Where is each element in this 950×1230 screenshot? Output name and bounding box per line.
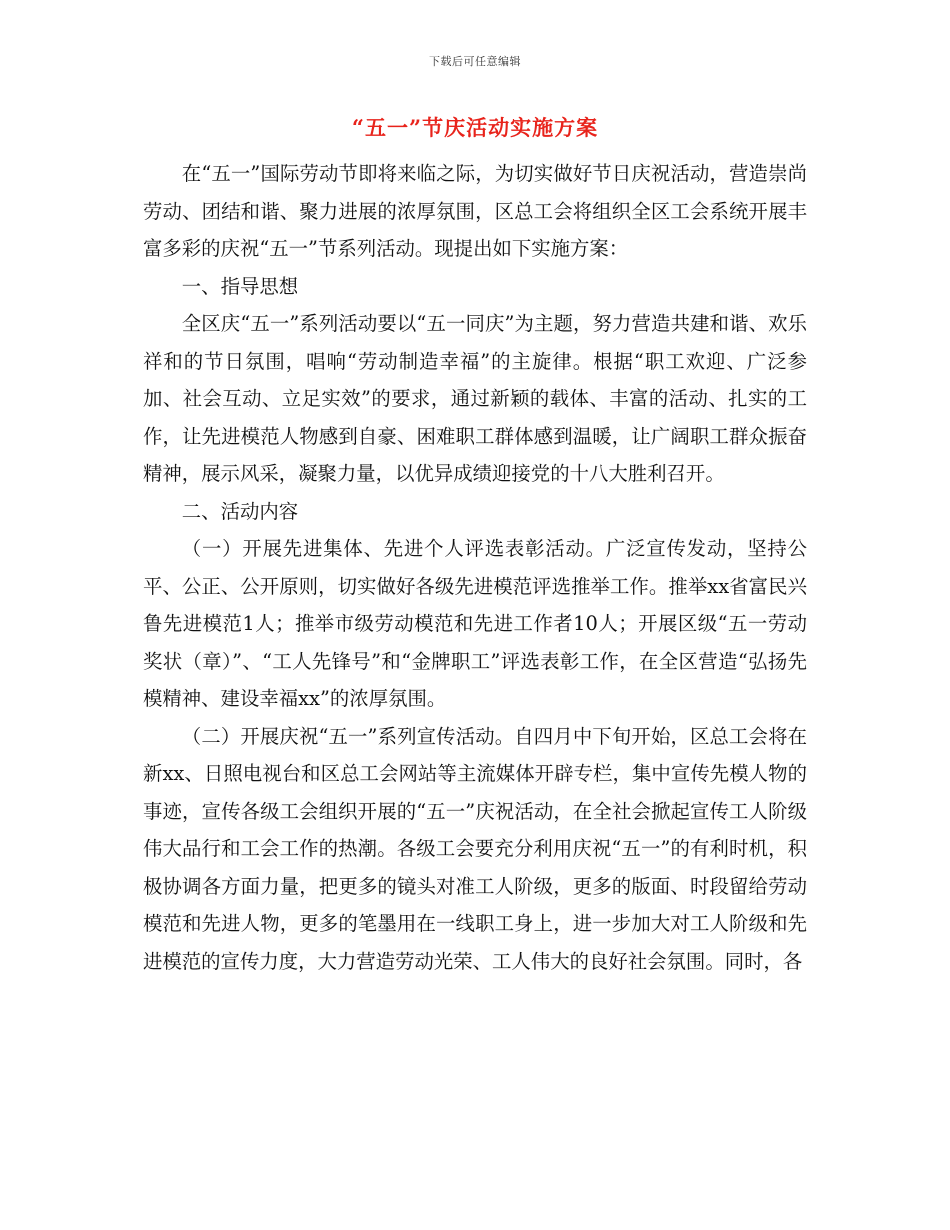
- page-header-note: 下载后可任意编辑: [429, 55, 521, 68]
- section-heading-guiding-ideology: 一、指导思想: [181, 274, 299, 298]
- activity-item-1-paragraph: （一）开展先进集体、先进个人评选表彰活动。广泛宣传发动，坚持公平、公正、公开原则，切实做好各级先进模范评选推举工作。推举xx省富民兴鲁先进模范1人；推举市级劳动模范和先进工作者10人；开展区级“五一劳动奖状（章）”、“工人先锋号”和“金牌职工”评选表彰工作，在全区营造“弘扬先模精神、建设幸福xx”的浓厚氛围。: [143, 537, 807, 710]
- section-heading-activity-content: 二、活动内容: [181, 499, 299, 523]
- document-body: [143, 155, 807, 980]
- intro-paragraph: 在“五一”国际劳动节即将来临之际，为切实做好节日庆祝活动，营造崇尚劳动、团结和谐、聚力进展的浓厚氛围，区总工会将组织全区工会系统开展丰富多彩的庆祝“五一”节系列活动。现提出如下实施方案：: [143, 162, 807, 260]
- document-title: “五一”节庆活动实施方案: [351, 115, 599, 140]
- guiding-ideology-paragraph: 全区庆“五一”系列活动要以“五一同庆”为主题，努力营造共建和谐、欢乐祥和的节日氛围，唱响“劳动制造幸福”的主旋律。根据“职工欢迎、广泛参加、社会互动、立足实效”的要求，通过新颖的载体、丰富的活动、扎实的工作，让先进模范人物感到自豪、困难职工群体感到温暖，让广阔职工群众振奋精神，展示风采，凝聚力量，以优异成绩迎接党的十八大胜利召开。: [143, 312, 807, 485]
- activity-item-2-paragraph: （二）开展庆祝“五一”系列宣传活动。自四月中下旬开始，区总工会将在新xx、日照电视台和区总工会网站等主流媒体开辟专栏，集中宣传先模人物的事迹，宣传各级工会组织开展的“五一”庆祝活动，在全社会掀起宣传工人阶级伟大品行和工会工作的热潮。各级工会要充分利用庆祝“五一”的有利时机，积极协调各方面力量，把更多的镜头对准工人阶级，更多的版面、时段留给劳动模范和先进人物，更多的笔墨用在一线职工身上，进一步加大对工人阶级和先进模范的宣传力度，大力营造劳动光荣、工人伟大的良好社会氛围。同时，各: [143, 724, 807, 973]
